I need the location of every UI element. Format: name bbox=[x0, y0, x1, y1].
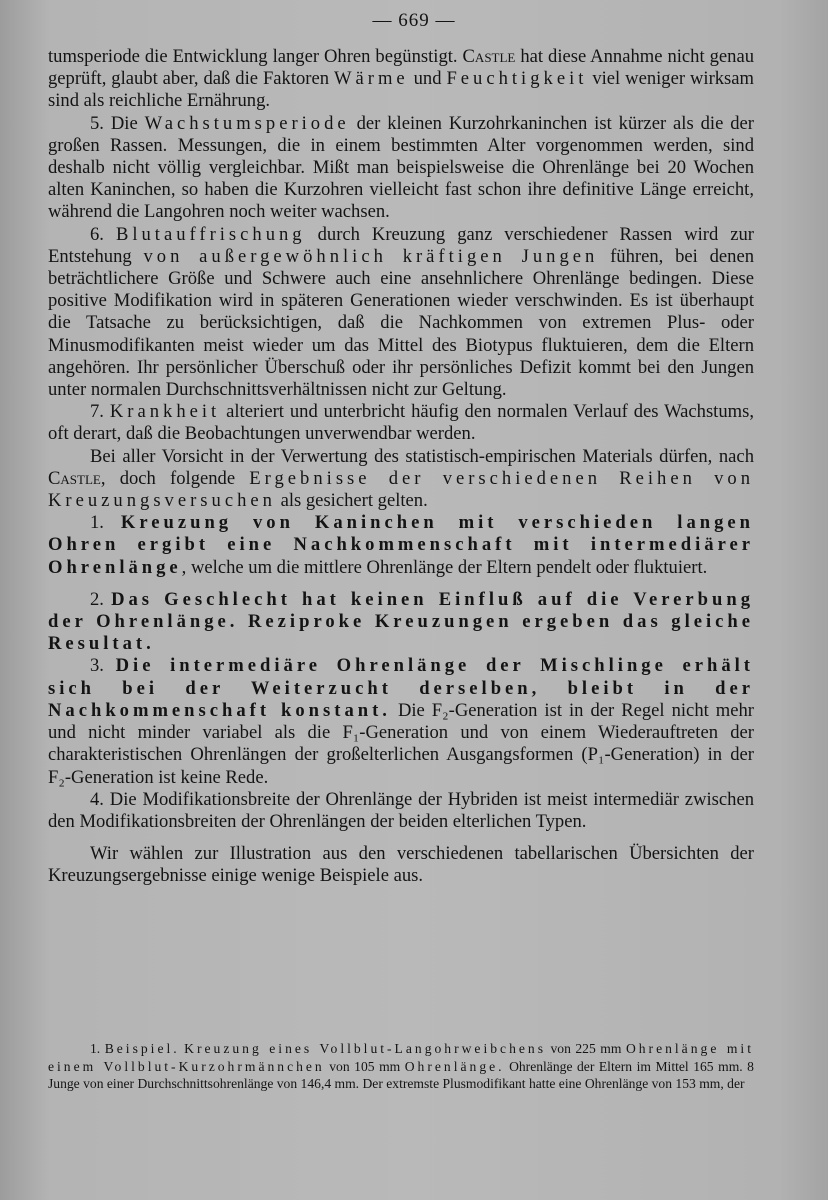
text-run: tumsperiode die Entwicklung langer Ohren begünstigt. bbox=[48, 46, 463, 67]
paragraph bbox=[48, 446, 754, 513]
paragraph bbox=[48, 843, 754, 887]
emphasized-text: Blutauffrischung bbox=[115, 223, 306, 245]
paragraph bbox=[48, 512, 754, 579]
emphasized-text: Feuchtigkeit bbox=[446, 68, 588, 90]
text-run: durch Kreuzung ganz verschiedener Rassen wird zur Entstehung bbox=[48, 223, 754, 267]
paragraph-gap bbox=[48, 833, 754, 843]
paragraph bbox=[48, 789, 754, 833]
text-run: Bei aller Vorsicht in der Verwertung des statistisch-empirischen Materials dürfen, nach bbox=[90, 445, 754, 467]
text-run: alteriert und unterbricht häufig den normalen Verlauf des Wachstums, oft derart, daß die Beobachtungen unverwendbar werden. bbox=[48, 401, 754, 445]
text-run: 6. bbox=[90, 223, 116, 245]
paragraph bbox=[48, 655, 754, 788]
paragraph bbox=[48, 589, 754, 656]
emphasized-text: Ohrenlänge mit einem Vollblut-Kurzohrmännchen bbox=[48, 1041, 754, 1074]
text-run: , welche um die mittlere Ohrenlänge der Eltern pendelt oder fluktuiert. bbox=[181, 556, 708, 578]
text-run: der kleinen Kurzohrkaninchen ist kürzer als die der großen Rassen. Messungen, die in einem bestimmten Alter vorgenommen werden, sind deshalb nicht völlig vergleichbar. Mißt man beispielsweise die Ohrenlänge bei 20 Wochen alten Kaninchen, so haben die Kurzohren vielleicht fast schon ihre definitive Länge erreicht, während die Langohren noch weiter wachsen. bbox=[48, 112, 755, 223]
text-run: von 105 mm bbox=[324, 1058, 405, 1074]
emphasized-text: Kreuzung eines Vollblut-Langohrweibchens bbox=[184, 1041, 546, 1056]
body-text bbox=[48, 46, 754, 888]
text-run: führen, bei denen beträchtlichere Größe und Schwere auch eine ansehnlichere Ohrenlänge bedingen. Diese positive Modifikation wird in späteren Generationen wieder verschwinden. Es ist überhaupt die Tatsache zu berücksichtigen, daß die Nachkommen von extremen Plus- oder Minusmodifikanten meist wieder um das Mittel des Biotypus fluktuieren, dem die Eltern angehören. Ihr persönlicher Überschuß oder ihr persönliches Defizit kommt bei den Jungen unter normalen Durchschnittsverhältnissen nicht zur Geltung. bbox=[48, 245, 755, 401]
emphasized-text: Das Geschlecht hat keinen Einfluß auf die Vererbung der Ohrenlänge. Reziproke Kreuzungen ergeben das gleiche Resultat. bbox=[48, 588, 754, 655]
text-run: 3. bbox=[90, 655, 116, 677]
footnote bbox=[48, 1040, 754, 1093]
paragraph bbox=[48, 224, 754, 402]
emphasized-text: Kreuzung von Kaninchen mit verschieden langen Ohren ergibt eine Nachkommenschaft mit intermediärer Ohrenlänge bbox=[48, 512, 754, 578]
paragraph bbox=[48, 46, 754, 113]
text-run: viel weniger wirksam sind als reichliche Ernährung. bbox=[48, 68, 755, 112]
text-run: 1. bbox=[90, 512, 121, 534]
text-run: von 225 mm bbox=[545, 1041, 626, 1056]
text-run: als gesichert gelten. bbox=[275, 490, 428, 512]
text-run: Ohrenlänge der Eltern im Mittel 165 mm. 8 Junge von einer Durchschnittsohrenlänge von 146,4 mm. Der extremste Plusmodifikant hatte eine Ohrenlänge von 153 mm, der bbox=[48, 1058, 754, 1092]
emphasized-text: Ergebnisse der verschiedenen Reihen von Kreuzungsversuchen bbox=[48, 467, 754, 512]
emphasized-text: von außergewöhnlich kräftigen Jungen bbox=[143, 245, 599, 267]
text-run: Die F₂-Generation ist in der Regel nicht mehr und nicht minder variabel als die F₁-Generation und von einem Wiederauftreten der charakteristischen Ohrenlängen der großelterlichen Ausgangsformen (P₁-Generation) in der F₂-Generation ist keine Rede. bbox=[48, 699, 754, 788]
text-run: , doch folgende bbox=[100, 467, 250, 489]
emphasized-text: Beispiel. bbox=[104, 1041, 180, 1056]
footnote-paragraph bbox=[48, 1040, 754, 1093]
emphasized-text: Castle bbox=[48, 467, 101, 489]
page-number: — 669 — bbox=[372, 10, 456, 31]
paragraph-gap bbox=[48, 579, 754, 589]
paragraph bbox=[48, 113, 754, 224]
paragraph bbox=[48, 401, 754, 445]
text-run: 2. bbox=[90, 588, 112, 610]
text-run: hat diese Annahme nicht genau geprüft, glaubt aber, daß die Faktoren bbox=[48, 46, 754, 90]
emphasized-text: Wärme bbox=[333, 68, 409, 90]
emphasized-text: Ohrenlänge. bbox=[404, 1058, 505, 1074]
text-run: 4. Die Modifikationsbreite der Ohrenlänge der Hybriden ist meist intermediär zwischen den Modifikationsbreiten der Ohrenlängen der beiden elterlichen Typen. bbox=[48, 788, 754, 832]
emphasized-text: Die intermediäre Ohrenlänge der Mischlinge erhält sich bei der Weiterzucht derselben, bleibt in der Nachkommenschaft konstant. bbox=[48, 655, 754, 721]
text-run: Wir wählen zur Illustration aus den verschiedenen tabellarischen Übersichten der Kreuzungsergebnisse einige wenige Beispiele aus. bbox=[48, 843, 754, 887]
text-run: 7. bbox=[90, 401, 110, 423]
emphasized-text: Krankheit bbox=[109, 401, 221, 423]
emphasized-text: Wachstumsperiode bbox=[144, 112, 350, 134]
emphasized-text: Castle bbox=[462, 46, 516, 67]
text-run: und bbox=[408, 68, 447, 90]
text-run: 1. bbox=[90, 1041, 105, 1056]
text-run: 5. Die bbox=[90, 112, 145, 134]
